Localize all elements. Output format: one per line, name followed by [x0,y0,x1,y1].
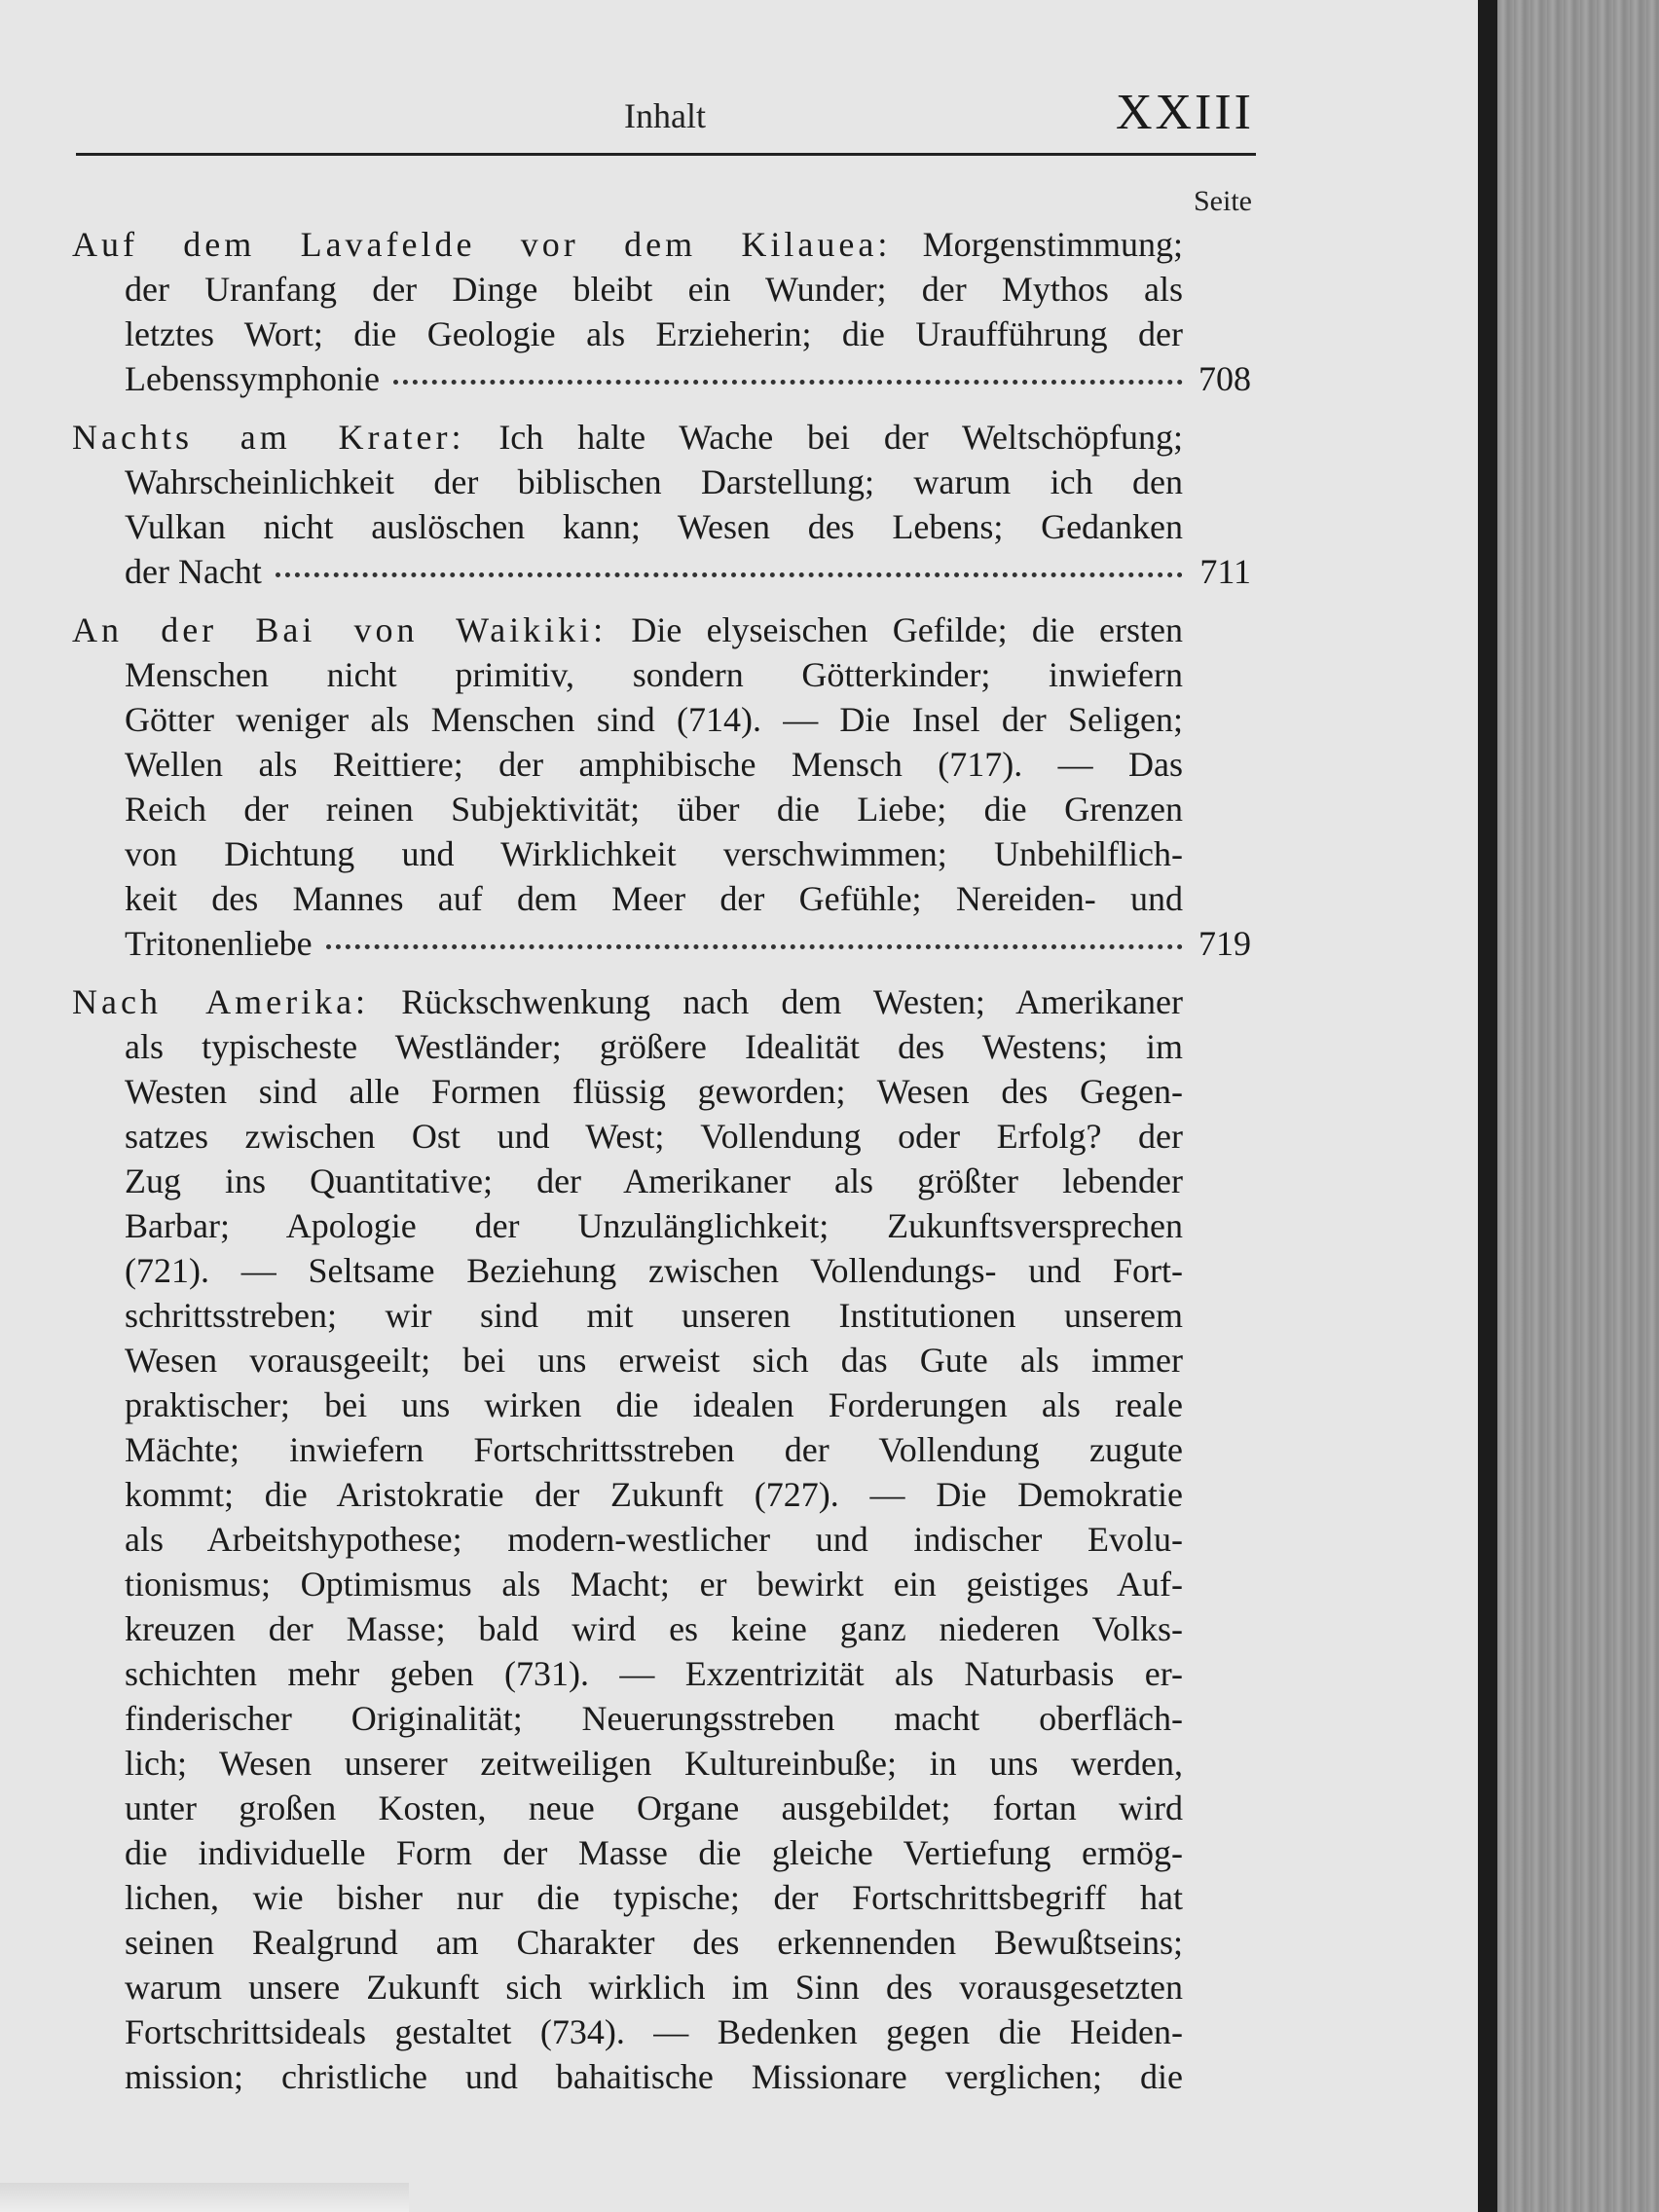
toc-line-wrap [72,415,1183,460]
toc-line [58,1741,1251,1786]
toc-line-wrap [125,742,1183,787]
toc-line-wrap [125,1427,1183,1472]
toc-line-wrap [125,787,1183,831]
toc-line-wrap [125,460,1183,504]
toc-line [58,1338,1251,1382]
toc-line [58,356,1251,401]
toc-line-text: Morgenstimmung; [922,225,1183,264]
toc-line-wrap [125,697,1183,742]
toc-line-wrap [125,1114,1183,1159]
toc-line [58,1875,1251,1920]
toc-entry [58,415,1251,594]
toc-line-text: Menschen nicht primitiv, sondern Götterkinder; inwiefern [125,655,1183,694]
toc-line [58,1159,1251,1203]
toc-line [58,608,1251,652]
toc-line-wrap [125,1786,1183,1830]
toc-line-text: seinen Realgrund am Charakter des erkennenden Bewußtseins; [125,1923,1183,1962]
toc-line-wrap [125,1517,1183,1562]
toc-line [58,460,1251,504]
toc-line [58,222,1251,267]
book-edge [1497,0,1659,2212]
toc-line-text: Westen sind alle Formen flüssig geworden; Wesen des Gegen- [125,1072,1183,1111]
toc-line-text: Fortschrittsideals gestaltet (734). — Bedenken gegen die Heiden- [125,2012,1183,2051]
toc-line [58,504,1251,549]
toc-page-number: 719 [1198,924,1251,963]
toc-entry [58,222,1251,401]
toc-line-text: der Nacht [125,552,262,591]
header-rule [76,153,1256,156]
toc-line [58,1651,1251,1696]
toc-line-text: Wahrscheinlichkeit der biblischen Darstellung; warum ich den [125,462,1183,501]
toc-line-wrap [125,1024,1183,1069]
toc-line [58,1248,1251,1293]
toc-entry [58,979,1251,2099]
toc-line-text: der Uranfang der Dinge bleibt ein Wunder; der Mythos als [125,270,1183,309]
toc-line-text: lich; Wesen unserer zeitweiligen Kultureinbuße; in uns werden, [125,1744,1183,1783]
toc-line-wrap [125,267,1183,312]
toc-line [58,1920,1251,1965]
toc-line-text: satzes zwischen Ost und West; Vollendung oder Erfolg? der [125,1117,1183,1156]
toc-line [58,697,1251,742]
book-gutter [1478,0,1497,2212]
page-column-label: Seite [1194,185,1252,217]
toc-line-text: Ich halte Wache bei der Weltschöpfung; [498,418,1183,457]
toc-line-text: Tritonenliebe [125,924,313,963]
toc-line-text: Reich der reinen Subjektivität; über die Liebe; die Grenzen [125,790,1183,829]
toc-line-text: von Dichtung und Wirklichkeit verschwimmen; Unbehilflich- [125,834,1183,873]
toc-line-text: Rückschwenkung nach dem Westen; Amerikaner [401,982,1183,1021]
toc-line-wrap [125,1696,1183,1741]
toc-line [58,1024,1251,1069]
toc-line-text: Wellen als Reittiere; der amphibische Mensch (717). — Das [125,745,1183,784]
toc-line-text: schrittsstreben; wir sind mit unseren Institutionen unserem [125,1296,1183,1335]
toc-line [58,415,1251,460]
dot-leader [276,572,1183,577]
header-title: Inhalt [624,96,706,135]
toc-line [58,787,1251,831]
toc-line-wrap [125,652,1183,697]
toc-line [58,921,1251,966]
toc-line [58,1427,1251,1472]
toc-line-text: Zug ins Quantitative; der Amerikaner als größter lebender [125,1161,1183,1200]
toc-line-text: schichten mehr geben (731). — Exzentrizität als Naturbasis er- [125,1654,1183,1693]
toc-line-wrap [125,1651,1183,1696]
running-header [76,86,1254,148]
watermark [0,2183,409,2212]
toc-line-wrap [72,608,1183,652]
toc-line-wrap [125,1338,1183,1382]
toc-line [58,652,1251,697]
toc-line-text: lichen, wie bisher nur die typische; der Fortschrittsbegriff hat [125,1878,1183,1917]
toc-line [58,1293,1251,1338]
toc-line-wrap [125,831,1183,876]
toc-heading: Auf dem Lavafelde vor dem Kilauea: [72,225,892,264]
toc-line-text: Vulkan nicht auslöschen kann; Wesen des Lebens; Gedanken [125,507,1183,546]
toc-line-text: warum unsere Zukunft sich wirklich im Sinn des vorausgesetzten [125,1968,1183,2007]
toc-line [58,549,1251,594]
toc-line-text: tionismus; Optimismus als Macht; er bewirkt ein geistiges Auf- [125,1565,1183,1604]
toc-line-wrap [125,1965,1183,2009]
toc-line-text: letztes Wort; die Geologie als Erzieherin; die Uraufführung der [125,314,1183,353]
toc-line-wrap [72,979,1183,1024]
toc-line [58,1786,1251,1830]
toc-line [58,1965,1251,2009]
dot-leader [393,380,1183,385]
toc-line [58,2009,1251,2054]
toc-line-wrap [125,1159,1183,1203]
toc-line-wrap [125,1382,1183,1427]
toc-line-text: als typischeste Westländer; größere Idealität des Westens; im [125,1027,1183,1066]
toc-page-number: 711 [1199,552,1251,591]
toc-entry [58,608,1251,966]
toc-line-wrap [125,1875,1183,1920]
toc-line-wrap [125,1830,1183,1875]
toc-line [58,742,1251,787]
toc-line [58,1472,1251,1517]
toc-line [58,876,1251,921]
toc-line [58,1114,1251,1159]
toc-line [58,1203,1251,1248]
toc-line-wrap [125,1606,1183,1651]
toc-line-text: kommt; die Aristokratie der Zukunft (727). — Die Demokratie [125,1475,1183,1514]
toc-page-number: 708 [1198,359,1251,398]
toc-line-text: (721). — Seltsame Beziehung zwischen Vollendungs- und Fort- [125,1251,1183,1290]
toc-heading: Nach Amerika: [72,982,370,1021]
toc-line-wrap [125,504,1183,549]
toc-heading: An der Bai von Waikiki: [72,610,608,649]
toc-heading: Nachts am Krater: [72,418,465,457]
toc-line [58,1382,1251,1427]
toc-line [58,1696,1251,1741]
toc-line-text: Wesen vorausgeeilt; bei uns erweist sich das Gute als immer [125,1341,1183,1380]
toc-line-text: die individuelle Form der Masse die gleiche Vertiefung ermög- [125,1833,1183,1872]
toc-line-text: Götter weniger als Menschen sind (714). — Die Insel der Seligen; [125,700,1183,739]
toc-line-wrap [125,312,1183,356]
toc-line-text: finderischer Originalität; Neuerungsstreben macht oberfläch- [125,1699,1183,1738]
toc-line-text: Mächte; inwiefern Fortschrittsstreben der Vollendung zugute [125,1430,1183,1469]
toc-line [58,831,1251,876]
toc-line [58,979,1251,1024]
toc-line-wrap [125,1472,1183,1517]
toc-line-text: Barbar; Apologie der Unzulänglichkeit; Zukunftsversprechen [125,1206,1183,1245]
toc-line-text: mission; christliche und bahaitische Missionare verglichen; die [125,2057,1183,2096]
toc-line-wrap [125,1293,1183,1338]
toc-line [58,312,1251,356]
toc-line-text: keit des Mannes auf dem Meer der Gefühle; Nereiden- und [125,879,1183,918]
toc-line-text: als Arbeitshypothese; modern-westlicher und indischer Evolu- [125,1520,1183,1559]
toc-line-wrap [125,1203,1183,1248]
toc-line-wrap [125,1562,1183,1606]
toc-line [58,267,1251,312]
toc-line [58,1517,1251,1562]
toc-line-wrap [125,1069,1183,1114]
toc-line-wrap [125,1248,1183,1293]
toc-line-wrap [125,1741,1183,1786]
toc-line-text: Lebenssymphonie [125,359,380,398]
toc-line-text: unter großen Kosten, neue Organe ausgebildet; fortan wird [125,1788,1183,1827]
toc-line [58,2054,1251,2099]
table-of-contents [58,222,1251,2113]
toc-line [58,1830,1251,1875]
toc-line-wrap [125,2009,1183,2054]
toc-line [58,1562,1251,1606]
toc-line-text: praktischer; bei uns wirken die idealen Forderungen als reale [125,1385,1183,1424]
toc-line-wrap [125,2054,1183,2099]
toc-line-wrap [125,876,1183,921]
toc-line [58,1069,1251,1114]
toc-line-text: kreuzen der Masse; bald wird es keine ganz niederen Volks- [125,1609,1183,1648]
toc-line-text: Die elyseischen Gefilde; die ersten [631,610,1183,649]
header-page-number: XXIII [1115,85,1254,140]
toc-line [58,1606,1251,1651]
dot-leader [326,944,1183,949]
toc-line-wrap [72,222,1183,267]
toc-line-wrap [125,1920,1183,1965]
